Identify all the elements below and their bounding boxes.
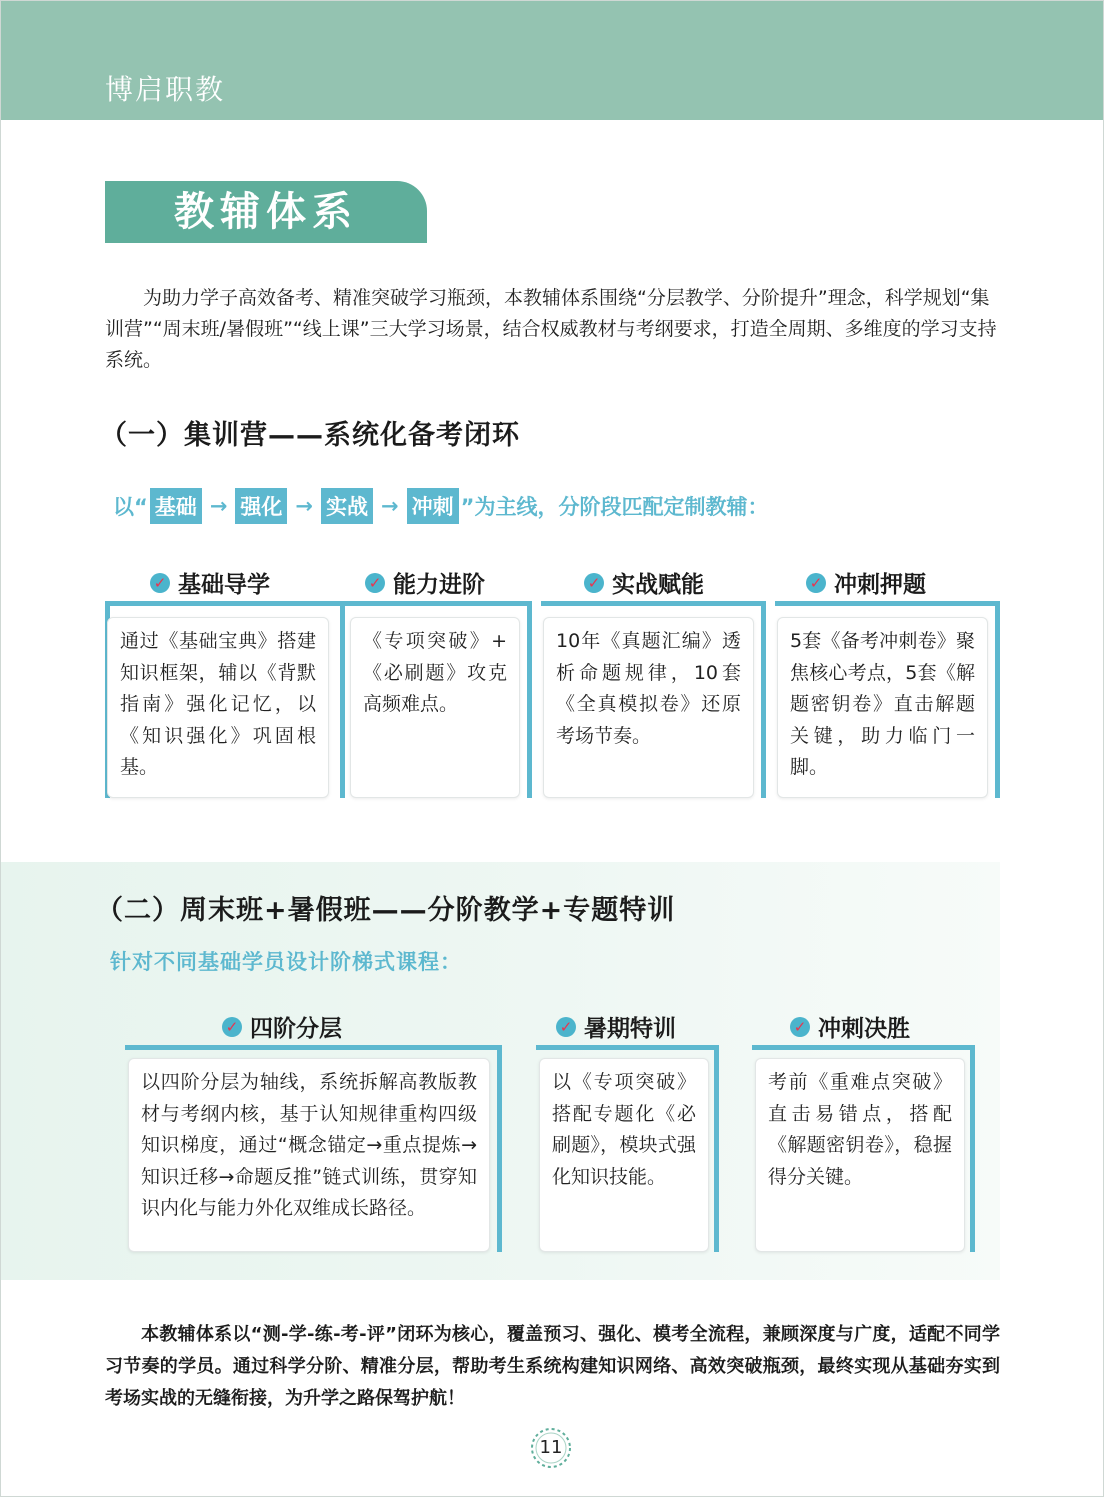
card-title	[556, 1010, 676, 1043]
check-icon: ✓	[222, 1017, 242, 1037]
section1-heading: （一）集训营——系统化备考闭环	[100, 420, 520, 451]
stage-chip: 基础	[150, 488, 202, 524]
card-body: 10年《真题汇编》透析命题规律，10套《全真模拟卷》还原考场节奏。	[543, 617, 754, 798]
check-icon: ✓	[790, 1017, 810, 1037]
check-icon: ✓	[584, 573, 604, 593]
arrow-icon: →	[209, 494, 228, 518]
check-icon: ✓	[150, 573, 170, 593]
page-number: 11	[539, 1437, 563, 1458]
card-body: 5套《备考冲刺卷》聚焦核心考点，5套《解题密钥卷》直击解题关键，助力临门一脚。	[777, 617, 988, 798]
arrow-icon: →	[381, 494, 399, 518]
check-icon: ✓	[365, 573, 385, 593]
card-title-text: 暑期特训	[584, 1016, 676, 1042]
stage-chip: 强化	[235, 488, 287, 524]
page-number-badge	[528, 1425, 574, 1471]
card-body: 以《专项突破》搭配专题化《必刷题》，模块式强化知识技能。	[539, 1058, 709, 1252]
card-body: 考前《重难点突破》直击易错点，搭配《解题密钥卷》，稳握得分关键。	[755, 1058, 965, 1252]
card-title	[222, 1010, 342, 1043]
card-title-text: 基础导学	[178, 572, 270, 598]
card-title-text: 能力进阶	[393, 572, 485, 598]
check-icon: ✓	[556, 1017, 576, 1037]
mainline-suffix: ”为主线，分阶段匹配定制教辅：	[460, 495, 769, 519]
card-title	[806, 566, 926, 599]
card-title-text: 实战赋能	[612, 572, 704, 598]
closing-paragraph: 本教辅体系以“测-学-练-考-评”闭环为核心，覆盖预习、强化、模考全流程，兼顾深度与广度，适配不同学习节奏的学员。通过科学分阶、精准分层，帮助考生系统构建知识网络、高效突破瓶颈，最终实现从基础夯实到考场实战的无缝衔接，为升学之路保驾护航！	[105, 1324, 1000, 1409]
header-band	[0, 0, 1104, 120]
card-title-text: 冲刺押题	[834, 572, 926, 598]
mainline-prefix: 以“	[113, 495, 148, 519]
mainline-banner	[113, 488, 768, 524]
section2-subheading: 针对不同基础学员设计阶梯式课程：	[110, 950, 462, 974]
intro-paragraph: 为助力学子高效备考、精准突破学习瓶颈，本教辅体系围绕“分层教学、分阶提升”理念，科学规划“集训营”“周末班/暑假班”“线上课”三大学习场景，结合权威教材与考纲要求，打造全周期、多维度的学习支持系统。	[105, 287, 997, 371]
page-title: 教辅体系	[174, 189, 358, 235]
stage-chip: 实战	[321, 488, 373, 524]
card-title	[365, 566, 485, 599]
card-title	[584, 566, 704, 599]
card-title	[790, 1010, 910, 1043]
card-body: 《专项突破》+《必刷题》攻克高频难点。	[350, 617, 520, 798]
section2-heading: （二）周末班+暑假班——分阶教学+专题特训	[96, 895, 676, 926]
check-icon: ✓	[806, 573, 826, 593]
card-body: 以四阶分层为轴线，系统拆解高教版教材与考纲内核，基于认知规律重构四级知识梯度，通过“概念锚定→重点提炼→知识迁移→命题反推”链式训练，贯穿知识内化与能力外化双维成长路径。	[128, 1058, 490, 1252]
card-title-text: 四阶分层	[250, 1016, 342, 1042]
brand-name: 博启职教	[105, 73, 226, 106]
stage-chip: 冲刺	[407, 488, 459, 524]
card-title	[150, 566, 270, 599]
title-box	[105, 181, 427, 243]
arrow-icon: →	[295, 494, 314, 518]
card-body: 通过《基础宝典》搭建知识框架，辅以《背默指南》强化记忆，以《知识强化》巩固根基。	[107, 617, 329, 798]
card-title-text: 冲刺决胜	[818, 1016, 910, 1042]
